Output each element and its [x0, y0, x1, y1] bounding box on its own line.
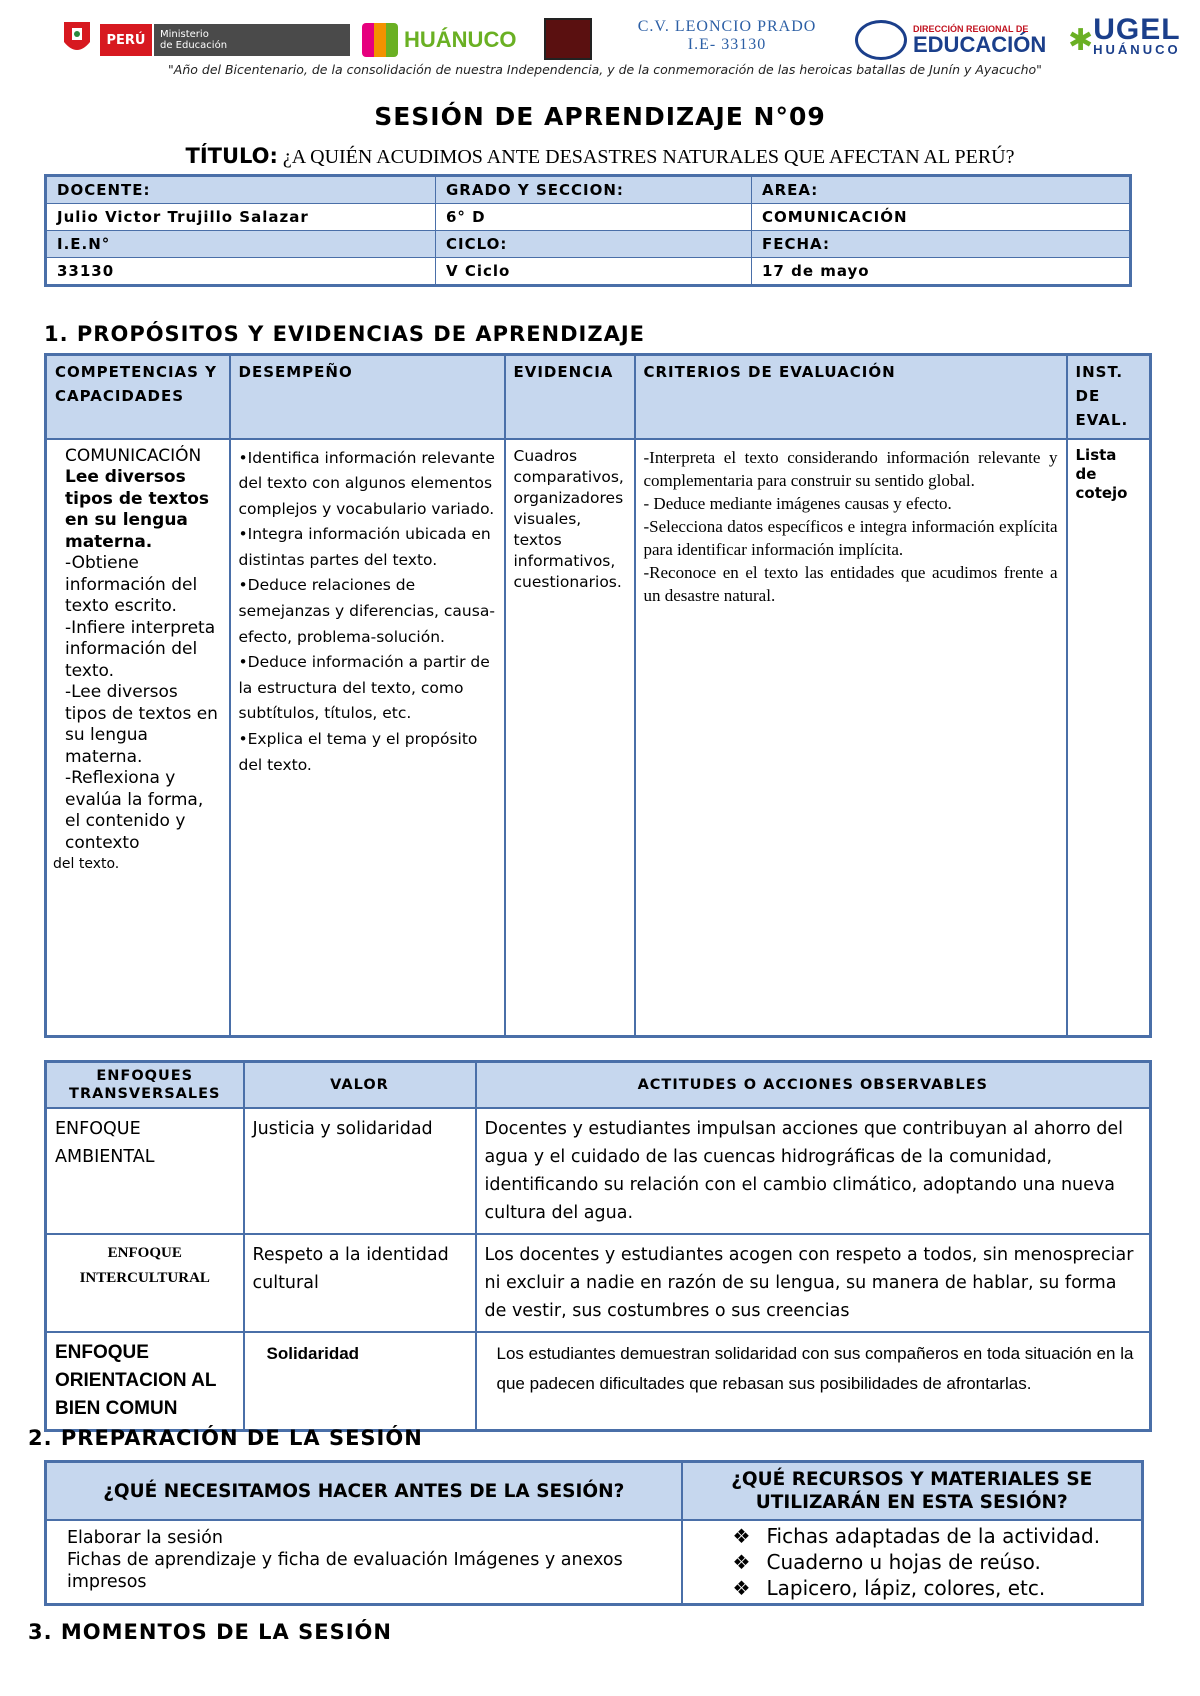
header-before-session: ¿QUÉ NECESITAMOS HACER ANTES DE LA SESIÓN? — [46, 1462, 682, 1521]
enfoque-name: ENFOQUE AMBIENTAL — [46, 1108, 244, 1234]
capacidad-item: -Obtiene información del texto escrito. — [65, 553, 198, 616]
school-name: C.V. LEONCIO PRADO — [637, 18, 817, 35]
minedu-label-line1: Ministerio — [160, 29, 209, 40]
section-2-title: 2. PREPARACIÓN DE LA SESIÓN — [28, 1426, 423, 1450]
desempenos-cell — [230, 439, 505, 1037]
enfoque-name: ENFOQUE INTERCULTURAL — [46, 1234, 244, 1332]
session-title: SESIÓN DE APRENDIZAJE N°09 — [374, 102, 826, 131]
competencia-tail: del texto. — [53, 856, 120, 872]
resource-label: Lapicero, lápiz, colores, etc. — [766, 1576, 1046, 1600]
before-line: Elaborar la sesión — [67, 1528, 223, 1548]
desempeno-item: •Deduce relaciones de semejanzas y diferencias, causa-efecto, problema-solución. — [238, 576, 495, 646]
competencia-text: Lee diversos tipos de textos en su lengua materna. — [65, 467, 210, 552]
enfoque-name: ENFOQUE ORIENTACION AL BIEN COMUN — [46, 1332, 244, 1431]
ie-label: I.E.N° — [46, 231, 436, 258]
fecha-label: FECHA: — [752, 231, 1131, 258]
enfoque-valor: Respeto a la identidad cultural — [244, 1234, 476, 1332]
resource-item — [733, 1549, 1132, 1575]
ugel-logo — [1068, 13, 1200, 62]
school-logo-text — [612, 18, 842, 64]
instrumento-cell: Lista de cotejo — [1067, 439, 1151, 1037]
ciclo-value: V Ciclo — [436, 258, 752, 286]
ugel-big-label: UGEL — [1093, 13, 1181, 46]
resource-item — [733, 1575, 1132, 1601]
area-label: AREA: — [752, 176, 1131, 204]
ugel-star-icon: ✱ — [1068, 22, 1094, 58]
header-instrumento: INST. DE EVAL. — [1067, 355, 1151, 439]
header-competencias: COMPETENCIAS Y CAPACIDADES — [46, 355, 230, 439]
huanuco-mark-icon — [362, 23, 398, 57]
purposes-table — [44, 353, 1152, 1038]
before-line: Fichas de aprendizaje y ficha de evaluación Imágenes y anexos impresos — [67, 1550, 623, 1592]
enfoque-valor: Solidaridad — [244, 1332, 476, 1431]
session-subtitle — [0, 144, 1200, 169]
desempeno-item: •Integra información ubicada en distintas partes del texto. — [238, 525, 491, 569]
docente-value: Julio Victor Trujillo Salazar — [46, 204, 436, 231]
school-code: I.E- 33130 — [687, 36, 767, 53]
before-session-cell — [46, 1520, 682, 1605]
fecha-value: 17 de mayo — [752, 258, 1131, 286]
dre-small-label: DIRECCIÓN REGIONAL DE — [913, 24, 1029, 34]
competencia-area: COMUNICACIÓN — [65, 445, 202, 466]
area-value: COMUNICACIÓN — [752, 204, 1131, 231]
dre-emblem-icon — [855, 20, 907, 60]
enfoques-table — [44, 1060, 1152, 1432]
header-desempeno: DESEMPEÑO — [230, 355, 505, 439]
header-actitudes: ACTITUDES O ACCIONES OBSERVABLES — [476, 1062, 1151, 1109]
header-valor: VALOR — [244, 1062, 476, 1109]
criterio-item: -Selecciona datos específicos e integra información explícita para identificar información implícita. — [643, 516, 1058, 559]
desempeno-item: •Deduce información a partir de la estructura del texto, como subtítulos, títulos, etc. — [238, 653, 490, 723]
ugel-small-label: HUÁNUCO — [1093, 42, 1181, 57]
diamond-bullet-icon: ❖ — [732, 1550, 751, 1574]
preparation-table — [44, 1460, 1144, 1606]
header-enfoques: ENFOQUES TRANSVERSALES — [46, 1062, 244, 1109]
info-table — [44, 174, 1132, 287]
enfoque-actitud: Los estudiantes demuestran solidaridad con sus compañeros en toda situación en la que padecen dificultades que rebasan sus posibilidades de afrontarlas. — [476, 1332, 1151, 1431]
enfoque-actitud: Los docentes y estudiantes acogen con respeto a todos, sin menospreciar ni excluir a nadie en razón de su lengua, su manera de hablar, su forma de vestir, sus costumbres o sus creencias — [476, 1234, 1151, 1332]
school-emblem-icon — [544, 18, 592, 60]
huanuco-logo — [362, 18, 522, 62]
capacidad-item: -Reflexiona y evalúa la forma, el contenido y contexto — [65, 768, 204, 853]
minedu-logo — [154, 24, 350, 56]
resource-item — [733, 1523, 1132, 1549]
capacidad-item: -Lee diversos tipos de textos en su lengua materna. — [65, 682, 218, 767]
desempeno-item: •Explica el tema y el propósito del texto. — [238, 730, 478, 774]
dre-logo — [855, 18, 1065, 62]
diamond-bullet-icon: ❖ — [732, 1576, 751, 1600]
enfoque-actitud: Docentes y estudiantes impulsan acciones que contribuyan al ahorro del agua y el cuidado de las cuencas hidrográficas de la comunidad, identificando su relación con el cambio climático, adoptando una nueva cultura del agua. — [476, 1108, 1151, 1234]
dre-big-label: EDUCACIÓN — [913, 32, 1047, 57]
peru-logo: PERÚ — [100, 24, 152, 56]
ie-value: 33130 — [46, 258, 436, 286]
resource-label: Fichas adaptadas de la actividad. — [766, 1524, 1101, 1548]
minedu-label-line2: de Educación — [160, 40, 228, 51]
enfoque-valor: Justicia y solidaridad — [244, 1108, 476, 1234]
desempeno-item: •Identifica información relevante del texto con algunos elementos complejos y vocabulario variado. — [238, 448, 495, 518]
section-3-title: 3. MOMENTOS DE LA SESIÓN — [28, 1620, 392, 1644]
resources-cell — [682, 1520, 1143, 1605]
criterio-item: -Interpreta el texto considerando información relevante y complementaria para construir su sentido global. — [643, 447, 1058, 490]
peru-coat-of-arms-icon — [60, 18, 94, 58]
resource-label: Cuaderno u hojas de reúso. — [766, 1550, 1041, 1574]
capacidad-item: -Infiere interpreta información del texto. — [65, 617, 216, 681]
criterio-item: -Reconoce en el texto las entidades que acudimos frente a un desastre natural. — [643, 562, 1058, 605]
header-logos — [60, 13, 1181, 64]
header-evidencia: EVIDENCIA — [505, 355, 635, 439]
year-motto: "Año del Bicentenario, de la consolidación de nuestra Independencia, y de la conmemoración de las heroicas batallas de Junín y Ayacucho" — [168, 62, 1042, 77]
huanuco-label: HUÁNUCO — [404, 27, 517, 52]
grado-value: 6° D — [436, 204, 752, 231]
competencias-cell — [46, 439, 230, 1037]
section-1-title: 1. PROPÓSITOS Y EVIDENCIAS DE APRENDIZAJE — [44, 322, 646, 346]
ciclo-label: CICLO: — [436, 231, 752, 258]
header-criterios: CRITERIOS DE EVALUACIÓN — [635, 355, 1067, 439]
evidencia-cell: Cuadros comparativos, organizadores visuales, textos informativos, cuestionarios. — [505, 439, 635, 1037]
criterio-item: - Deduce mediante imágenes causas y efecto. — [643, 493, 952, 513]
diamond-bullet-icon: ❖ — [732, 1524, 751, 1548]
docente-label: DOCENTE: — [46, 176, 436, 204]
resources-list — [693, 1523, 1132, 1601]
subtitle-label: TÍTULO: — [185, 144, 278, 168]
header-resources: ¿QUÉ RECURSOS Y MATERIALES SE UTILIZARÁN EN ESTA SESIÓN? — [682, 1462, 1143, 1521]
criterios-cell — [635, 439, 1067, 1037]
subtitle-value: ¿A QUIÉN ACUDIMOS ANTE DESASTRES NATURALES QUE AFECTAN AL PERÚ? — [277, 146, 1015, 168]
grado-label: GRADO Y SECCION: — [436, 176, 752, 204]
